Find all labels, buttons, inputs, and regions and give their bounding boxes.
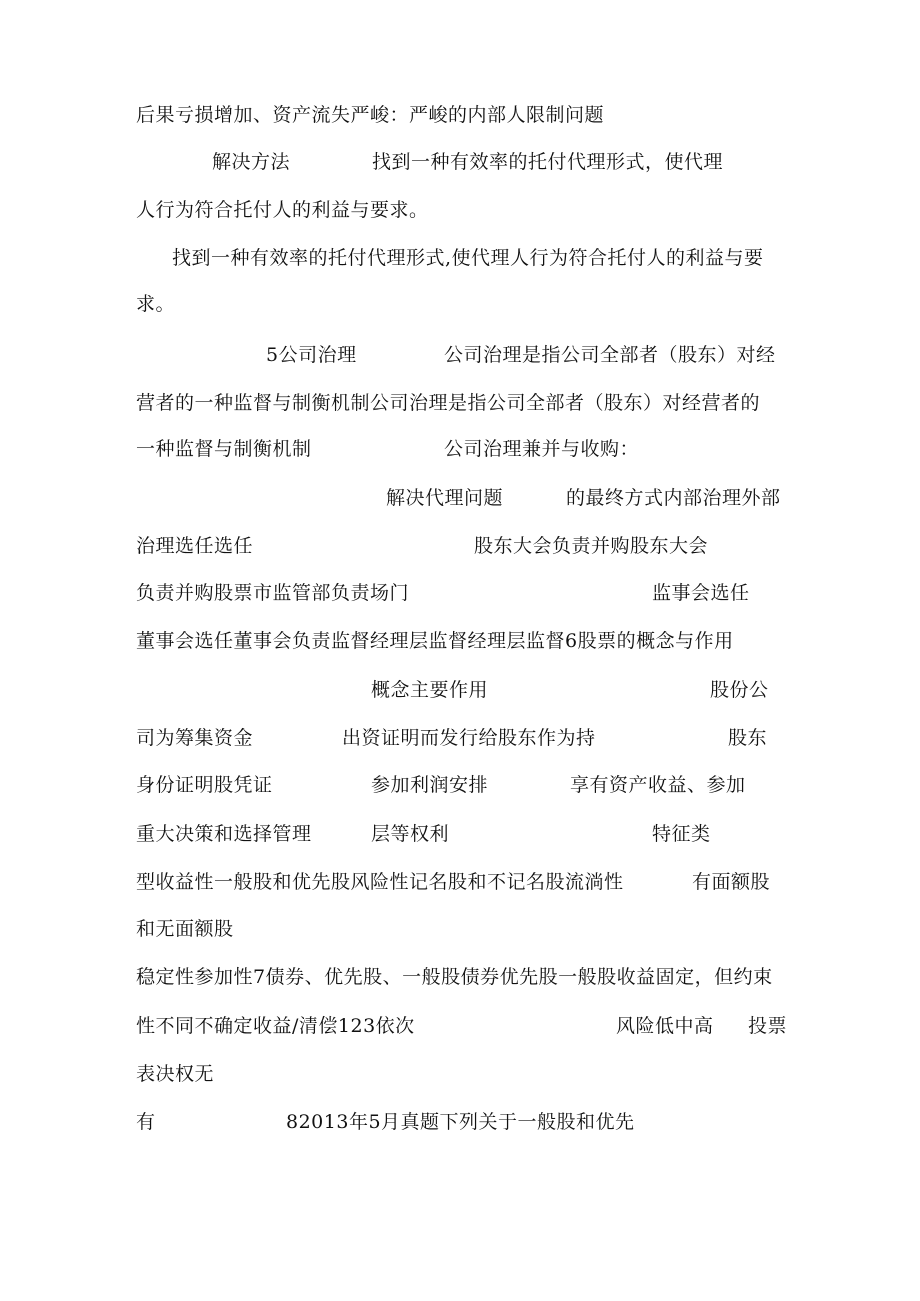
text-line: 负责并购股票市监管部负责场门 [136, 582, 410, 604]
text-line: 和无面额股 [136, 918, 234, 940]
text-line: 有面额股 [692, 871, 771, 893]
text-line: 层等权利 [371, 823, 450, 845]
text-line: 的最终方式内部治理外部 [566, 487, 781, 509]
text-line: 找到一种有效率的托付代理形式，使代理 [372, 151, 724, 173]
text-line: 参加利润安排 [371, 774, 489, 796]
text-line: 82013年5月真题下列关于一般股和优先 [286, 1111, 635, 1133]
text-line: 人行为符合托付人的利益与要求。 [136, 199, 429, 221]
text-line: 解决代理问题 [386, 487, 504, 509]
text-line: 一种监督与制衡机制 [136, 438, 312, 460]
text-line: 股东大会负责并购股东大会 [474, 535, 709, 557]
text-line: 有 [136, 1111, 156, 1133]
text-line: 表决权无 [136, 1063, 215, 1085]
text-line: 解决方法 [212, 151, 291, 173]
text-line: 5公司治理 [266, 344, 357, 366]
text-line: 董事会选任董事会负责监督经理层监督经理层监督6股票的概念与作用 [136, 630, 734, 652]
text-line: 出资证明而发行给股东作为持 [342, 727, 596, 749]
text-line: 找到一种有效率的托付代理形式,使代理人行为符合托付人的利益与要 [172, 247, 764, 269]
text-line: 股东 [728, 727, 768, 749]
text-line: 公司治理是指公司全部者（股东）对经 [444, 344, 776, 366]
text-line: 股份公 [710, 679, 769, 701]
text-line: 重大决策和选择管理 [136, 823, 312, 845]
text-line: 司为筹集资金 [136, 727, 254, 749]
text-line: 投票 [748, 1015, 788, 1037]
text-line: 治理选任选任 [136, 535, 254, 557]
text-line: 享有资产收益、参加 [570, 774, 746, 796]
text-line: 特征类 [652, 823, 711, 845]
text-line: 营者的一种监督与制衡机制公司治理是指公司全部者（股东）对经营者的 [136, 392, 761, 414]
text-line: 概念主要作用 [371, 679, 489, 701]
text-line: 稳定性参加性7债券、优先股、一般股债券优先股一般股收益固定，但约束 [136, 966, 773, 988]
text-line: 性不同不确定收益/清偿123依次 [136, 1015, 415, 1037]
text-line: 求。 [136, 293, 176, 315]
text-line: 风险低中高 [616, 1015, 714, 1037]
text-line: 后果亏损增加、资产流失严峻：严峻的内部人限制问题 [136, 104, 605, 126]
text-line: 身份证明股凭证 [136, 774, 273, 796]
text-line: 监事会选任 [652, 582, 750, 604]
text-line: 型收益性一般股和优先股风险性记名股和不记名股流淌性 [136, 871, 624, 893]
text-line: 公司治理兼并与收购： [444, 438, 640, 460]
